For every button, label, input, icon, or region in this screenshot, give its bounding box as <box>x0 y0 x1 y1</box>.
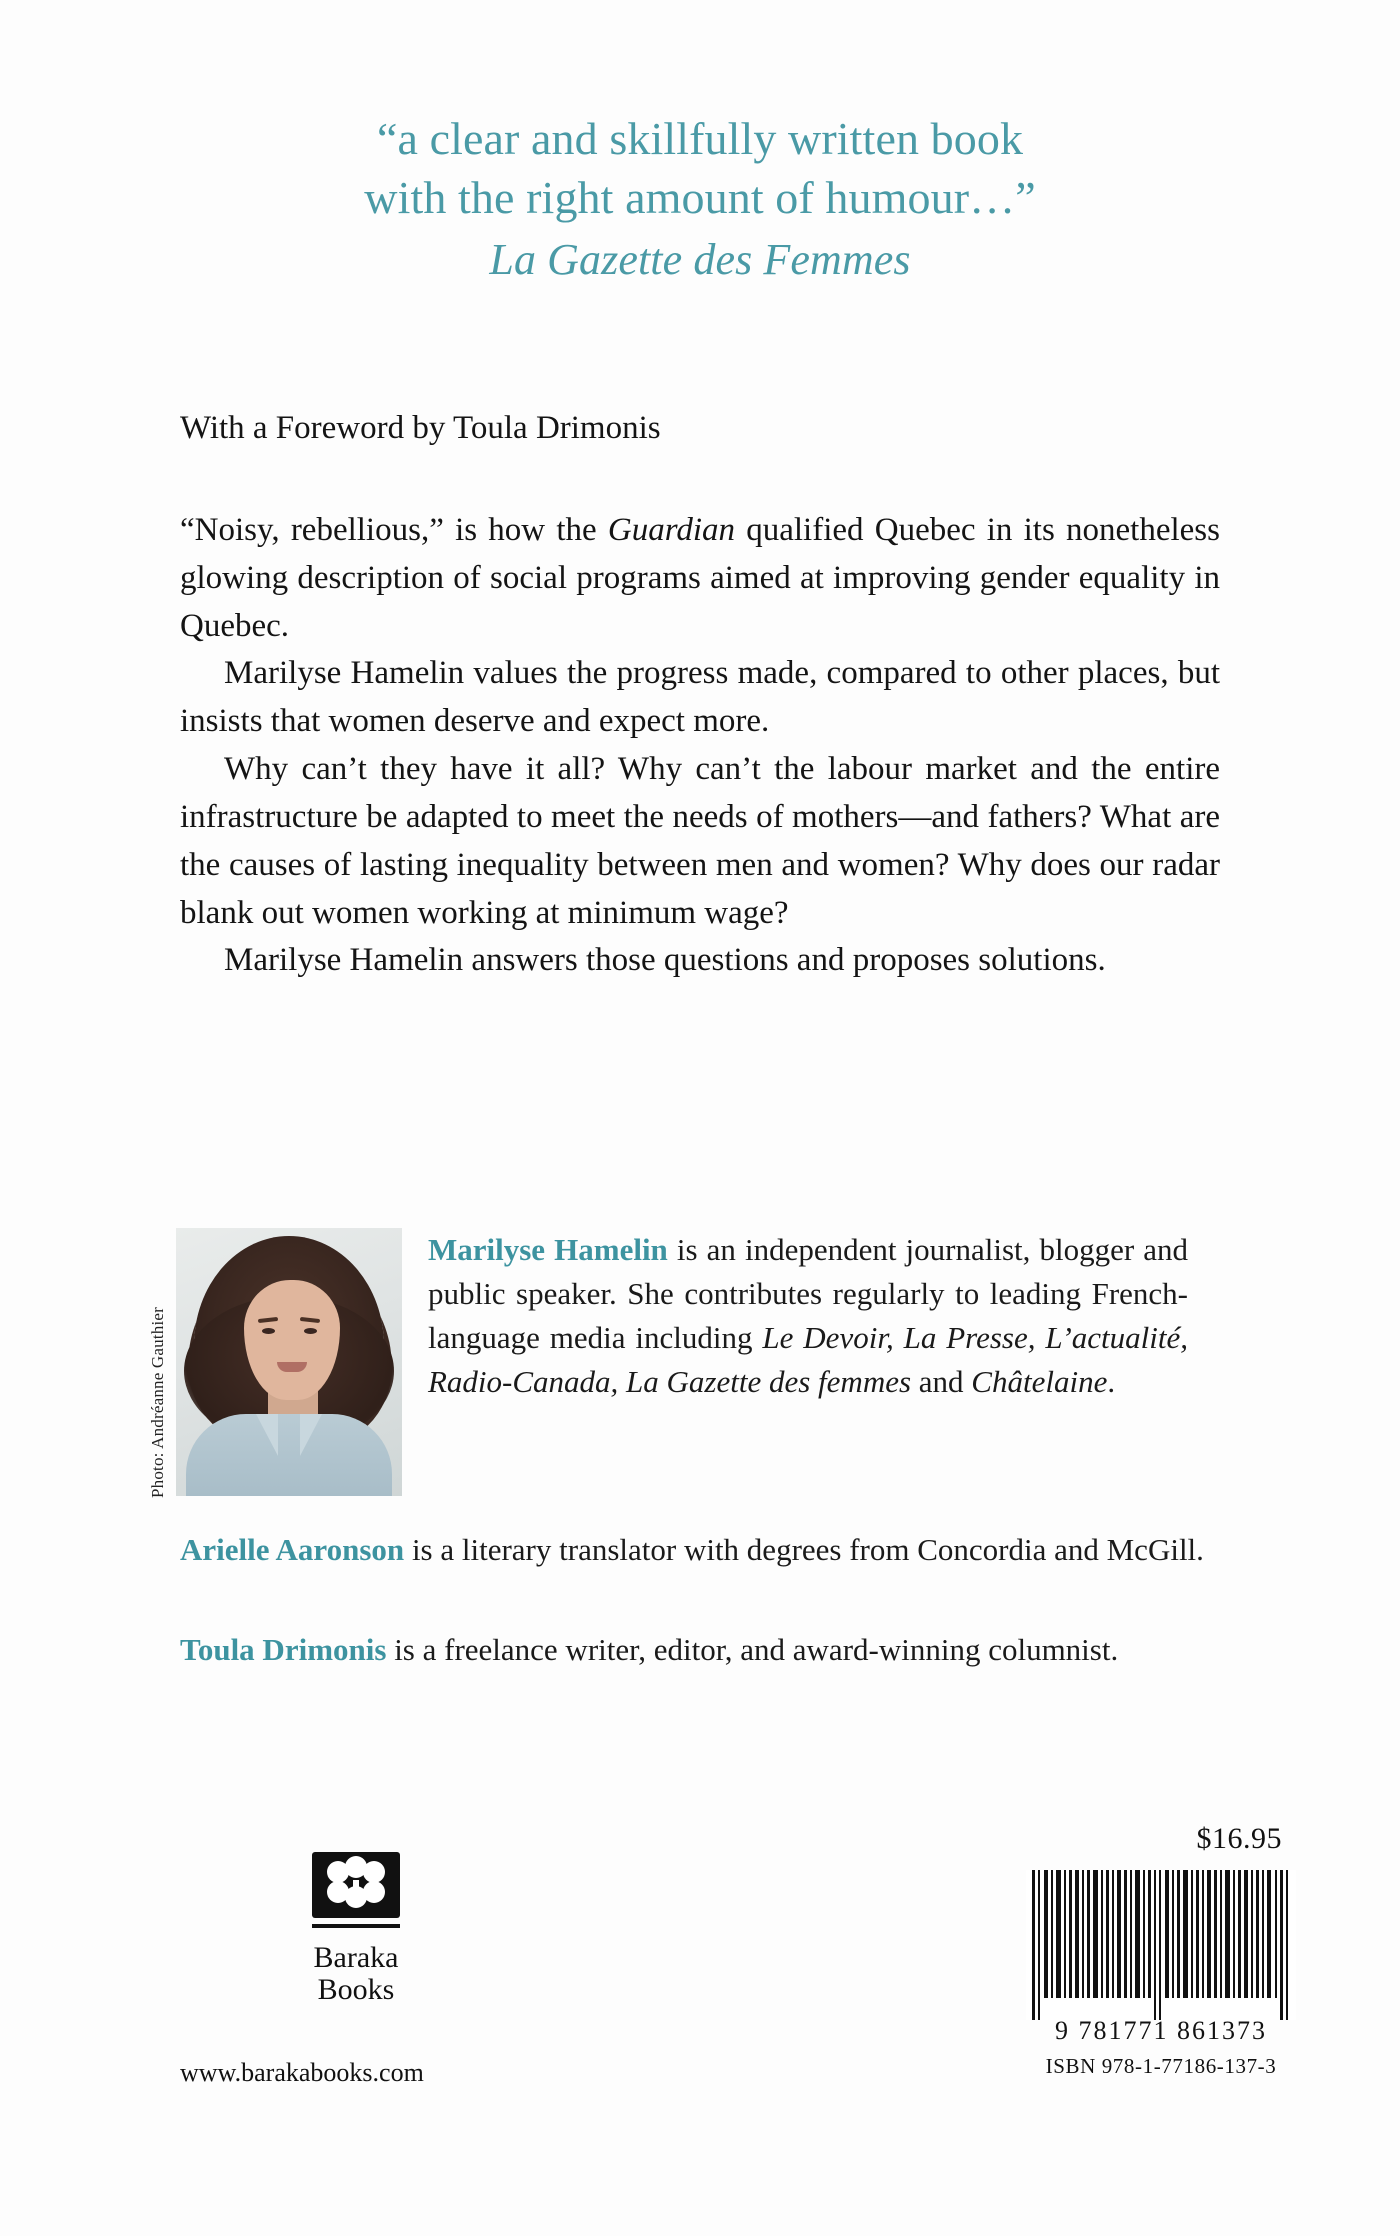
publisher-block <box>296 1850 416 2005</box>
translator-name: Arielle Aaronson <box>180 1532 405 1567</box>
publisher-name-line-2: Books <box>317 1972 395 2006</box>
publisher-website[interactable]: www.barakabooks.com <box>180 2058 424 2087</box>
foreword-author-bio-text: is a freelance writer, editor, and award-winning columnist. <box>386 1632 1119 1667</box>
portrait-collar-left <box>256 1414 278 1456</box>
foreword-author-name: Toula Drimonis <box>180 1632 387 1667</box>
author-name: Marilyse Hamelin <box>428 1232 668 1267</box>
author-portrait-image <box>176 1228 402 1496</box>
blurb-body <box>180 405 1220 985</box>
author-bio-part-b: and <box>911 1364 972 1400</box>
price-label: $16.95 <box>1196 1822 1282 1855</box>
translator-bio <box>180 1528 1220 1572</box>
portrait-eye-left <box>262 1328 275 1334</box>
pull-quote-line-2: with the right amount of humour…” <box>364 171 1036 223</box>
blurb-paragraph-4: Marilyse Hamelin answers those questions and proposes solutions. <box>224 942 1106 979</box>
foreword-author-bio <box>180 1628 1220 1672</box>
author-bio-part-c: . <box>1107 1364 1116 1400</box>
author-bio-part-a: is an independent journalist, blogger and public speaker. She contributes regularly to leading French-language media including <box>428 1232 1188 1356</box>
publisher-name <box>296 1942 416 2005</box>
isbn-text: ISBN 978-1-77186-137-3 <box>1045 2054 1277 2078</box>
blurb-paragraph-3: Why can’t they have it all? Why can’t the labour market and the entire infrastructure be adapted to meet the needs of mothers—and fathers? What are the causes of lasting inequality between men and women? Why does our radar blank out women working at minimum wage? <box>180 751 1220 931</box>
author-bio-text <box>428 1228 1188 1404</box>
author-bio-publications-1: Le Devoir, La Presse, L’actualité, Radio-Canada, La Gazette des femmes <box>428 1320 1188 1400</box>
isbn-barcode-image <box>1026 1870 1296 2020</box>
blurb-p1-part-a: “Noisy, rebellious,” is how the <box>180 511 608 548</box>
author-bio-publications-2: Châtelaine <box>971 1364 1108 1400</box>
blurb-paragraph-1 <box>180 507 1220 651</box>
pull-quote <box>0 110 1400 288</box>
barcode-digits: 9 781771 861373 <box>1055 2016 1267 2045</box>
blurb-p1-italic: Guardian <box>607 511 736 548</box>
portrait-face <box>244 1280 340 1400</box>
blurb-paragraph-2: Marilyse Hamelin values the progress made, compared to other places, but insists that women deserve and expect more. <box>180 655 1220 740</box>
translator-bio-text: is a literary translator with degrees from Concordia and McGill. <box>404 1532 1204 1567</box>
barcode-block <box>1026 1870 1296 2079</box>
pull-quote-source: La Gazette des Femmes <box>489 234 911 284</box>
portrait-shirt <box>186 1414 392 1496</box>
publisher-name-line-1: Baraka <box>313 1941 399 1974</box>
author-bio-row <box>148 1228 1220 1498</box>
pull-quote-line-1: “a clear and skillfully written book <box>376 113 1024 164</box>
blurb-p1-part-b: qualified Quebec in its nonetheless glowing description of social programs aimed at improving gender equality in Quebec. <box>180 511 1220 644</box>
baraka-books-logo-icon <box>308 1850 404 1936</box>
foreword-credit: With a Foreword by Toula Drimonis <box>180 410 661 446</box>
portrait-collar-right <box>300 1414 322 1456</box>
portrait-eye-right <box>304 1328 317 1334</box>
photo-credit: Photo: Andréanne Gauthier <box>148 1306 167 1498</box>
